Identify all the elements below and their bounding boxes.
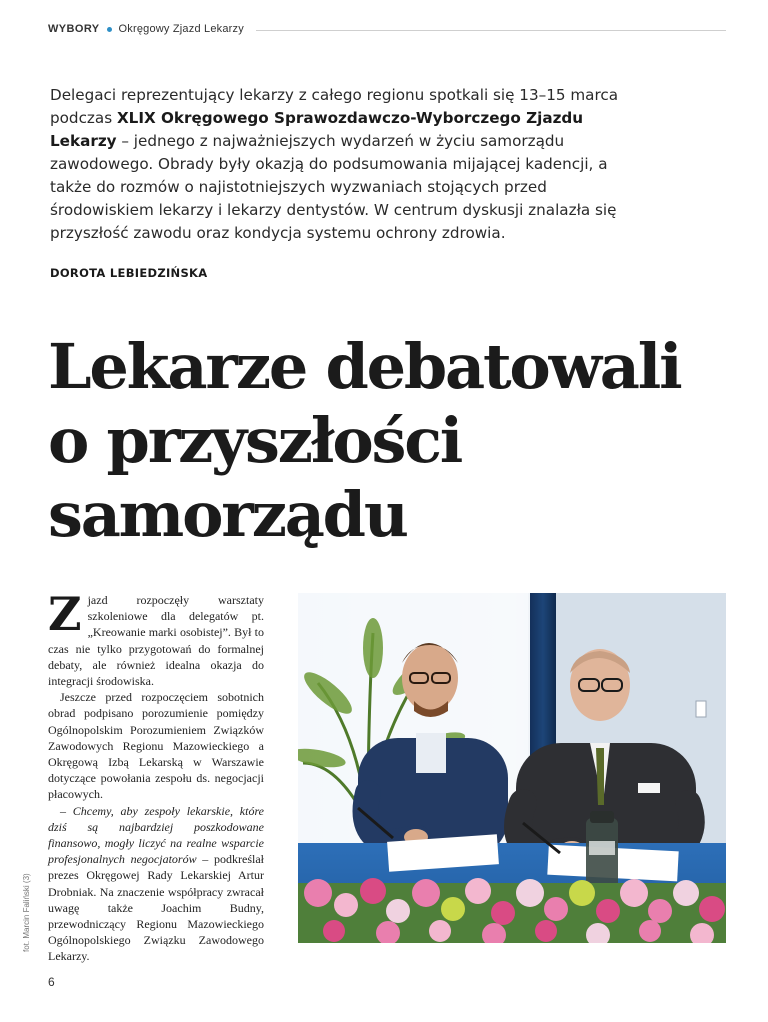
- body-paragraph-2: Jeszcze przed rozpoczęciem sobotnich obrad podpisano porozumienie pomiędzy Ogólnopolskim Porozumieniem Związków Zawodowych Regionu Mazowieckiego a Okręgową Izbą Lekarską w Warszawie dotyczące powołania zespołu ds. negocjacji płacowych.: [48, 690, 264, 802]
- page-title: [48, 330, 748, 552]
- running-head: [48, 20, 726, 38]
- headline-line-1: Lekarze debatowali: [48, 330, 681, 403]
- water-bottle: [586, 811, 618, 888]
- article-body: [48, 587, 264, 965]
- separator-dot: [107, 27, 112, 32]
- lead-paragraph: [50, 84, 640, 245]
- drop-cap: Z: [48, 587, 82, 641]
- body-paragraph-3: [48, 803, 264, 965]
- article-photo: [298, 593, 726, 943]
- body-text-1: jazd rozpoczęły warsztaty szkoleniowe dla delegatów pt. „Kreowanie marki osobistej”. Był to czas nie tylko przygotowań do formalnej debaty, ale również idealna okazja do integracji środowiska.: [48, 593, 264, 689]
- byline: DOROTA LEBIEDZIŃSKA: [50, 266, 208, 280]
- headline-line-3: samorządu: [48, 478, 407, 551]
- body-paragraph-1: [48, 587, 264, 689]
- photo-credit: fot. Marcin Faliński (3): [22, 873, 31, 952]
- lead-bold: XLIX Okręgowego Sprawozdawczo-Wyborczego Zjazdu Lekarzy: [50, 109, 584, 150]
- wall-switch: [696, 701, 706, 717]
- quote-text: – Chcemy, aby zespoły lekarskie, które dziś są najbardziej poszkodowane finansowo, mogły liczyć na realne wsparcie profesjonalnych negocjatorów: [48, 803, 264, 867]
- photo-illustration: [298, 593, 726, 943]
- page-number: 6: [48, 975, 55, 989]
- header-rule: [256, 30, 726, 31]
- section-label: WYBORY: [48, 23, 100, 35]
- body-text-3: – podkreślał prezes Okręgowej Rady Lekarskiej Artur Drobniak. Na znaczenie współpracy zwracał uwagę także Joachim Budny, przewodniczący Regionu Mazowieckiego Ogólnopolskiego Związku Zawodowego Lekarzy.: [48, 852, 264, 964]
- lead-text-1: Delegaci reprezentujący lekarzy z całego regionu spotkali się 13–15 marca podczas: [50, 86, 619, 127]
- topic-label: Okręgowy Zjazd Lekarzy: [118, 23, 244, 35]
- lead-text-2: – jednego z najważniejszych wydarzeń w życiu samorządu zawodowego. Obrady były okazją do podsumowania mijającej kadencji, a także do rozmów o najistotniejszych wyzwaniach stojących przed środowiskiem lekarzy i lekarzy dentystów. W centrum dyskusji znalazła się przyszłość zawodu oraz kondycja systemu ochrony zdrowia.: [50, 132, 617, 242]
- headline-line-2: o przyszłości: [48, 404, 462, 477]
- flower-arrangement: [298, 878, 726, 943]
